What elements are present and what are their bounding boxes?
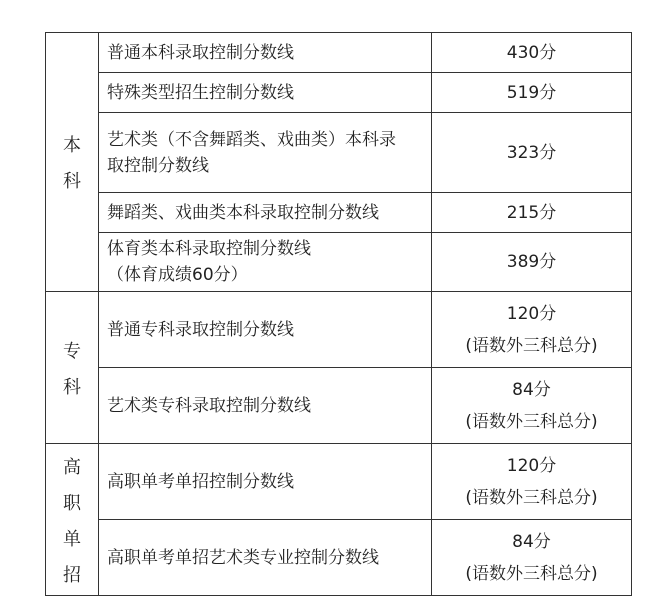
score-note: (语数外三科总分) bbox=[465, 563, 598, 584]
item-cell: 普通专科录取控制分数线 bbox=[99, 292, 432, 368]
score-value: 84分 bbox=[512, 531, 551, 552]
item-cell bbox=[99, 233, 432, 292]
group-char: 科 bbox=[63, 376, 81, 398]
table-row bbox=[46, 292, 632, 368]
item-cell: 高职单考单招艺术类专业控制分数线 bbox=[99, 520, 432, 596]
item-cell: 普通本科录取控制分数线 bbox=[99, 33, 432, 73]
score-value: 120分 bbox=[506, 303, 557, 324]
score-cell bbox=[432, 292, 632, 368]
score-cell: 519分 bbox=[432, 73, 632, 113]
group-label-gaozhi bbox=[46, 444, 99, 596]
score-cell: 389分 bbox=[432, 233, 632, 292]
item-text-line: 取控制分数线 bbox=[107, 155, 209, 176]
table-row bbox=[46, 113, 632, 193]
item-text-line: （体育成绩60分） bbox=[107, 265, 248, 285]
group-char: 本 bbox=[63, 135, 81, 156]
item-cell: 高职单考单招控制分数线 bbox=[99, 444, 432, 520]
score-value: 84分 bbox=[512, 379, 551, 400]
table-row bbox=[46, 233, 632, 292]
table-row bbox=[46, 368, 632, 444]
item-cell: 特殊类型招生控制分数线 bbox=[99, 73, 432, 113]
score-cell bbox=[432, 444, 632, 520]
score-note: (语数外三科总分) bbox=[465, 487, 598, 508]
group-char: 单 bbox=[63, 528, 81, 550]
group-char: 专 bbox=[63, 340, 81, 362]
group-char: 招 bbox=[63, 564, 81, 586]
item-cell: 艺术类专科录取控制分数线 bbox=[99, 368, 432, 444]
group-char: 高 bbox=[63, 456, 81, 478]
score-cell: 215分 bbox=[432, 193, 632, 233]
score-cell: 323分 bbox=[432, 113, 632, 193]
item-text-line: 体育类本科录取控制分数线 bbox=[107, 239, 311, 259]
item-cell bbox=[99, 113, 432, 193]
score-cell: 430分 bbox=[432, 33, 632, 73]
score-cell bbox=[432, 368, 632, 444]
table-row bbox=[46, 193, 632, 233]
item-cell: 舞蹈类、戏曲类本科录取控制分数线 bbox=[99, 193, 432, 233]
table-row bbox=[46, 73, 632, 113]
score-cell bbox=[432, 520, 632, 596]
item-text-line: 艺术类（不含舞蹈类、戏曲类）本科录 bbox=[107, 129, 396, 150]
table-row bbox=[46, 444, 632, 520]
table-row bbox=[46, 33, 632, 73]
group-char: 职 bbox=[63, 492, 81, 514]
score-note: (语数外三科总分) bbox=[465, 335, 598, 356]
group-char: 科 bbox=[63, 171, 81, 192]
table-row bbox=[46, 520, 632, 596]
score-value: 120分 bbox=[506, 455, 557, 476]
score-note: (语数外三科总分) bbox=[465, 411, 598, 432]
group-label-zhuanke bbox=[46, 292, 99, 444]
group-label-benke bbox=[46, 33, 99, 292]
score-table bbox=[45, 32, 632, 596]
